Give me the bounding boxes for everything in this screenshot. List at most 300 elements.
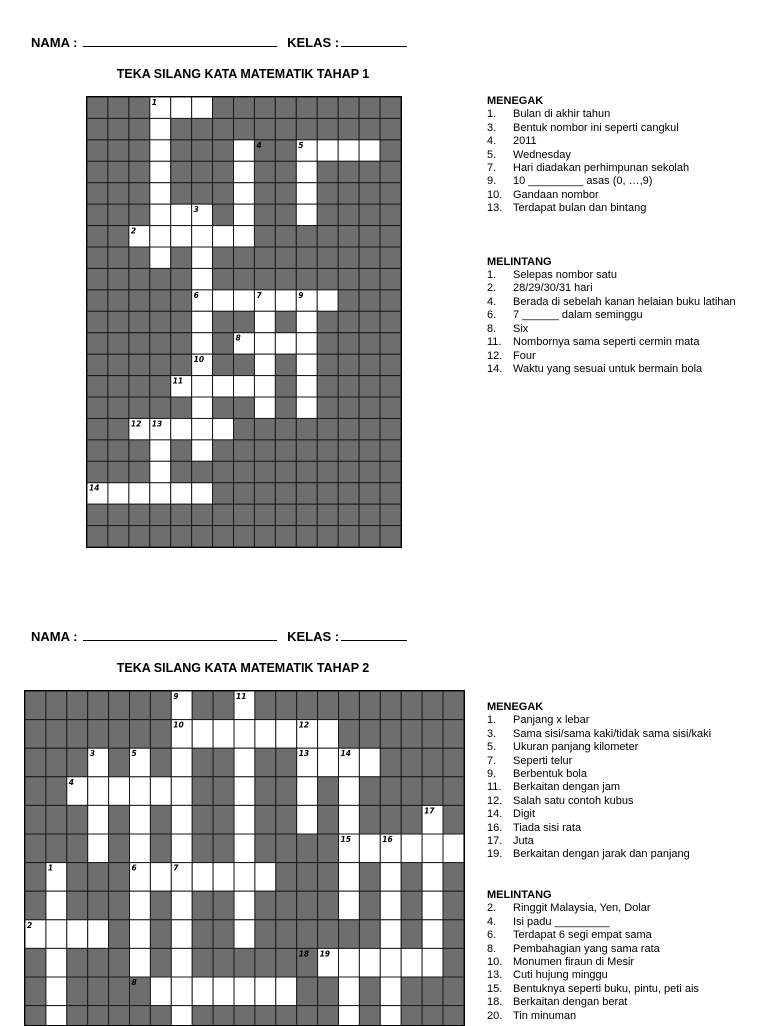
clue-number-label: 12 — [130, 419, 142, 429]
blocked-cell — [46, 834, 67, 863]
answer-cell[interactable] — [380, 1006, 401, 1026]
blocked-cell — [254, 440, 275, 461]
blocked-cell — [109, 977, 130, 1006]
clue-text: Hari diadakan perhimpunan sekolah — [513, 162, 690, 175]
blocked-cell — [380, 268, 401, 289]
blocked-cell — [318, 691, 339, 720]
answer-cell[interactable] — [46, 948, 67, 977]
name-class-line-2 — [31, 629, 413, 644]
clue-item — [487, 1010, 753, 1023]
blocked-cell — [338, 268, 359, 289]
answer-cell[interactable] — [213, 863, 234, 892]
answer-cell[interactable] — [296, 376, 317, 397]
blocked-cell — [401, 977, 422, 1006]
blocked-cell — [88, 948, 109, 977]
answer-cell[interactable] — [213, 977, 234, 1006]
answer-cell[interactable] — [171, 204, 192, 225]
answer-cell[interactable] — [171, 418, 192, 439]
answer-cell[interactable] — [443, 834, 464, 863]
clue-number: 20. — [487, 1009, 503, 1022]
answer-cell[interactable] — [254, 376, 275, 397]
answer-cell[interactable] — [234, 977, 255, 1006]
name-blank[interactable] — [83, 629, 277, 641]
blocked-cell — [359, 1006, 380, 1026]
answer-cell[interactable] — [192, 226, 213, 247]
clue-item — [487, 189, 753, 202]
answer-cell[interactable] — [150, 226, 171, 247]
answer-cell[interactable] — [339, 977, 360, 1006]
clue-text: Digit — [513, 808, 536, 821]
blocked-cell — [338, 161, 359, 182]
clue-number-label: 2 — [27, 920, 33, 930]
answer-cell[interactable] — [297, 805, 318, 834]
clue-number-label: 1 — [47, 863, 54, 873]
clue-number: 6. — [487, 309, 497, 322]
answer-cell[interactable] — [380, 891, 401, 920]
answer-cell[interactable] — [171, 805, 192, 834]
blocked-cell — [359, 777, 380, 806]
answer-cell[interactable] — [150, 161, 171, 182]
clue-number: 5. — [487, 148, 497, 161]
blocked-cell — [129, 333, 150, 354]
blocked-cell — [129, 526, 150, 547]
answer-cell[interactable] — [422, 920, 443, 949]
answer-cell[interactable] — [150, 863, 171, 892]
blocked-cell — [338, 226, 359, 247]
answer-cell[interactable] — [130, 834, 151, 863]
blocked-cell — [213, 97, 234, 118]
blocked-cell — [380, 397, 401, 418]
blocked-cell — [317, 183, 338, 204]
blocked-cell — [129, 140, 150, 161]
answer-cell[interactable] — [171, 226, 192, 247]
answer-cell[interactable] — [192, 483, 213, 504]
blocked-cell — [317, 311, 338, 332]
blocked-cell — [234, 526, 255, 547]
answer-cell[interactable] — [296, 333, 317, 354]
blocked-cell — [108, 204, 129, 225]
clue-number: 12. — [487, 794, 503, 807]
blocked-cell — [401, 805, 422, 834]
answer-cell[interactable] — [129, 483, 150, 504]
clue-text: Ukuran panjang kilometer — [513, 741, 639, 754]
answer-cell[interactable] — [380, 948, 401, 977]
answer-cell[interactable] — [213, 720, 234, 749]
answer-cell[interactable] — [234, 183, 255, 204]
blocked-cell — [380, 204, 401, 225]
blocked-cell — [380, 311, 401, 332]
answer-cell[interactable] — [254, 354, 275, 375]
answer-cell[interactable] — [192, 397, 213, 418]
blocked-cell — [359, 268, 380, 289]
blocked-cell — [25, 1006, 46, 1026]
clues-panel-2 — [487, 701, 753, 1023]
answer-cell[interactable] — [234, 140, 255, 161]
blocked-cell — [359, 440, 380, 461]
answer-cell[interactable] — [254, 311, 275, 332]
clue-text: 28/29/30/31 hari — [513, 282, 593, 295]
clue-item — [487, 728, 753, 741]
blocked-cell — [254, 226, 275, 247]
answer-cell[interactable] — [380, 863, 401, 892]
blocked-cell — [213, 504, 234, 525]
answer-cell[interactable] — [234, 290, 255, 311]
blocked-cell — [109, 891, 130, 920]
blocked-cell — [359, 118, 380, 139]
answer-cell[interactable] — [338, 140, 359, 161]
answer-cell[interactable] — [255, 977, 276, 1006]
clue-item — [487, 902, 753, 915]
clue-number: 1. — [487, 108, 497, 121]
blocked-cell — [87, 311, 108, 332]
answer-cell[interactable] — [130, 948, 151, 977]
answer-cell[interactable] — [213, 376, 234, 397]
blocked-cell — [401, 1006, 422, 1026]
answer-cell[interactable] — [359, 140, 380, 161]
blocked-cell — [338, 418, 359, 439]
blocked-cell — [296, 226, 317, 247]
answer-cell[interactable] — [296, 311, 317, 332]
blocked-cell — [171, 183, 192, 204]
blocked-cell — [254, 161, 275, 182]
answer-cell[interactable] — [109, 777, 130, 806]
blocked-cell — [380, 805, 401, 834]
answer-cell[interactable] — [150, 140, 171, 161]
blocked-cell — [171, 161, 192, 182]
crossword-grid-2 — [24, 690, 465, 1026]
answer-cell[interactable] — [359, 748, 380, 777]
answer-cell[interactable] — [234, 226, 255, 247]
answer-cell[interactable] — [213, 418, 234, 439]
answer-cell[interactable] — [339, 863, 360, 892]
blocked-cell — [380, 183, 401, 204]
answer-cell[interactable] — [171, 891, 192, 920]
answer-cell[interactable] — [234, 920, 255, 949]
answer-cell[interactable] — [296, 397, 317, 418]
answer-cell[interactable] — [150, 183, 171, 204]
clue-number-label: 11 — [172, 376, 184, 386]
blocked-cell — [254, 526, 275, 547]
blocked-cell — [192, 526, 213, 547]
blocked-cell — [129, 354, 150, 375]
answer-cell[interactable] — [401, 834, 422, 863]
answer-cell[interactable] — [171, 948, 192, 977]
blocked-cell — [338, 247, 359, 268]
answer-cell[interactable] — [192, 268, 213, 289]
blocked-cell — [234, 418, 255, 439]
answer-cell[interactable] — [254, 397, 275, 418]
blocked-cell — [213, 440, 234, 461]
clue-text: Bentuk nombor ini seperti cangkul — [513, 121, 679, 134]
answer-cell[interactable] — [339, 1006, 360, 1026]
clue-number-label: 19 — [319, 949, 331, 959]
answer-cell[interactable] — [171, 1006, 192, 1026]
answer-cell[interactable] — [296, 161, 317, 182]
answer-cell[interactable] — [254, 333, 275, 354]
crossword-grid-1 — [86, 96, 402, 548]
blocked-cell — [318, 1006, 339, 1026]
answer-cell[interactable] — [150, 204, 171, 225]
blocked-cell — [108, 226, 129, 247]
blocked-cell — [338, 204, 359, 225]
clue-number: 13. — [487, 969, 503, 982]
blocked-cell — [317, 97, 338, 118]
blocked-cell — [380, 247, 401, 268]
clue-number: 11. — [487, 781, 502, 794]
blocked-cell — [171, 526, 192, 547]
answer-cell[interactable] — [192, 247, 213, 268]
answer-cell[interactable] — [339, 948, 360, 977]
clue-item — [487, 296, 753, 309]
answer-cell[interactable] — [171, 834, 192, 863]
answer-cell[interactable] — [317, 290, 338, 311]
answer-cell[interactable] — [171, 977, 192, 1006]
name-blank[interactable] — [83, 35, 277, 47]
blocked-cell — [25, 748, 46, 777]
answer-cell[interactable] — [108, 483, 129, 504]
answer-cell[interactable] — [171, 920, 192, 949]
blocked-cell — [88, 691, 109, 720]
clue-text: 2011 — [513, 135, 537, 148]
answer-cell[interactable] — [318, 720, 339, 749]
blocked-cell — [380, 483, 401, 504]
answer-cell[interactable] — [234, 204, 255, 225]
blocked-cell — [254, 268, 275, 289]
blocked-cell — [192, 118, 213, 139]
answer-cell[interactable] — [192, 376, 213, 397]
blocked-cell — [401, 720, 422, 749]
blocked-cell — [234, 948, 255, 977]
blocked-cell — [109, 748, 130, 777]
clue-item — [487, 983, 753, 996]
class-blank[interactable] — [341, 629, 407, 641]
clue-text: Panjang x lebar — [513, 714, 590, 727]
blocked-cell — [359, 418, 380, 439]
answer-cell[interactable] — [150, 977, 171, 1006]
answer-cell[interactable] — [46, 920, 67, 949]
clue-item — [487, 175, 753, 188]
answer-cell[interactable] — [422, 834, 443, 863]
blocked-cell — [192, 891, 213, 920]
answer-cell[interactable] — [150, 777, 171, 806]
answer-cell[interactable] — [339, 805, 360, 834]
blocked-cell — [255, 691, 276, 720]
class-blank[interactable] — [341, 35, 407, 47]
answer-cell[interactable] — [297, 777, 318, 806]
answer-cell[interactable] — [401, 948, 422, 977]
blocked-cell — [25, 834, 46, 863]
clue-number-label: 5 — [131, 749, 137, 759]
answer-cell[interactable] — [46, 891, 67, 920]
answer-cell[interactable] — [234, 777, 255, 806]
answer-cell[interactable] — [422, 891, 443, 920]
blocked-cell — [275, 161, 296, 182]
blocked-cell — [380, 748, 401, 777]
answer-cell[interactable] — [234, 376, 255, 397]
blocked-cell — [297, 1006, 318, 1026]
blocked-cell — [67, 805, 88, 834]
clue-number-label: 11 — [236, 692, 247, 701]
clue-number-label: 8 — [235, 333, 241, 343]
clue-text: Four — [513, 349, 536, 362]
blocked-cell — [130, 1006, 151, 1026]
answer-cell[interactable] — [150, 247, 171, 268]
answer-cell[interactable] — [192, 977, 213, 1006]
answer-cell[interactable] — [192, 720, 213, 749]
blocked-cell — [359, 247, 380, 268]
blocked-cell — [380, 140, 401, 161]
clue-text: Monumen firaun di Mesir — [513, 955, 635, 968]
across-clues-list — [487, 269, 753, 376]
answer-cell[interactable] — [130, 777, 151, 806]
answer-cell[interactable] — [150, 118, 171, 139]
answer-cell[interactable] — [296, 183, 317, 204]
answer-cell[interactable] — [339, 891, 360, 920]
answer-cell[interactable] — [422, 863, 443, 892]
answer-cell[interactable] — [192, 311, 213, 332]
clue-text: Cuti hujung minggu — [513, 969, 608, 982]
answer-cell[interactable] — [192, 97, 213, 118]
blocked-cell — [150, 834, 171, 863]
answer-cell[interactable] — [359, 834, 380, 863]
answer-cell[interactable] — [213, 290, 234, 311]
answer-cell[interactable] — [317, 140, 338, 161]
answer-cell[interactable] — [276, 720, 297, 749]
answer-cell[interactable] — [171, 97, 192, 118]
answer-cell[interactable] — [46, 977, 67, 1006]
blocked-cell — [317, 333, 338, 354]
answer-cell[interactable] — [213, 226, 234, 247]
blocked-cell — [255, 805, 276, 834]
answer-cell[interactable] — [234, 863, 255, 892]
blocked-cell — [109, 920, 130, 949]
name-label: NAMA : — [31, 629, 78, 644]
answer-cell[interactable] — [234, 834, 255, 863]
clue-text: Gandaan nombor — [513, 188, 599, 201]
blocked-cell — [130, 720, 151, 749]
answer-cell[interactable] — [359, 948, 380, 977]
blocked-cell — [443, 720, 464, 749]
blocked-cell — [213, 247, 234, 268]
blocked-cell — [108, 161, 129, 182]
answer-cell[interactable] — [171, 777, 192, 806]
answer-cell[interactable] — [276, 977, 297, 1006]
answer-cell[interactable] — [192, 863, 213, 892]
answer-cell[interactable] — [192, 440, 213, 461]
answer-cell[interactable] — [234, 805, 255, 834]
answer-cell[interactable] — [171, 748, 192, 777]
answer-cell[interactable] — [275, 333, 296, 354]
blocked-cell — [276, 863, 297, 892]
answer-cell[interactable] — [192, 333, 213, 354]
answer-cell[interactable] — [88, 834, 109, 863]
blocked-cell — [443, 748, 464, 777]
clue-text: Berkaitan dengan jam — [513, 781, 621, 794]
blocked-cell — [254, 118, 275, 139]
clue-text: Pembahagian yang sama rata — [513, 942, 660, 955]
clues-panel-1 — [487, 95, 753, 376]
blocked-cell — [129, 247, 150, 268]
blocked-cell — [275, 268, 296, 289]
blocked-cell — [317, 418, 338, 439]
clue-item — [487, 848, 753, 861]
answer-cell[interactable] — [234, 720, 255, 749]
answer-cell[interactable] — [255, 863, 276, 892]
blocked-cell — [296, 97, 317, 118]
clue-number: 3. — [487, 121, 497, 134]
answer-cell[interactable] — [422, 948, 443, 977]
answer-cell[interactable] — [296, 354, 317, 375]
answer-cell[interactable] — [88, 920, 109, 949]
answer-cell[interactable] — [192, 418, 213, 439]
answer-cell[interactable] — [130, 891, 151, 920]
blocked-cell — [359, 333, 380, 354]
blocked-cell — [254, 418, 275, 439]
answer-cell[interactable] — [130, 805, 151, 834]
clue-text: Berkaitan dengan berat — [513, 996, 628, 1009]
answer-cell[interactable] — [46, 1006, 67, 1026]
answer-cell[interactable] — [88, 777, 109, 806]
blocked-cell — [254, 483, 275, 504]
answer-cell[interactable] — [234, 891, 255, 920]
grid-svg — [25, 691, 464, 1026]
answer-cell[interactable] — [234, 161, 255, 182]
answer-cell[interactable] — [234, 748, 255, 777]
blocked-cell — [108, 526, 129, 547]
answer-cell[interactable] — [380, 977, 401, 1006]
blocked-cell — [401, 863, 422, 892]
blocked-cell — [87, 504, 108, 525]
answer-cell[interactable] — [88, 805, 109, 834]
answer-cell[interactable] — [67, 920, 88, 949]
blocked-cell — [87, 333, 108, 354]
blocked-cell — [338, 504, 359, 525]
blocked-cell — [275, 440, 296, 461]
blocked-cell — [213, 354, 234, 375]
answer-cell[interactable] — [380, 920, 401, 949]
blocked-cell — [339, 720, 360, 749]
clue-text: Ringgit Malaysia, Yen, Dolar — [513, 902, 651, 915]
blocked-cell — [171, 268, 192, 289]
blocked-cell — [318, 777, 339, 806]
answer-cell[interactable] — [318, 748, 339, 777]
clue-number: 7. — [487, 754, 497, 767]
clue-number-label: 17 — [424, 806, 435, 816]
blocked-cell — [296, 268, 317, 289]
answer-cell[interactable] — [339, 777, 360, 806]
blocked-cell — [338, 183, 359, 204]
clue-text: Berada di sebelah kanan helaian buku latihan — [513, 295, 736, 308]
blocked-cell — [192, 834, 213, 863]
answer-cell[interactable] — [171, 483, 192, 504]
answer-cell[interactable] — [130, 920, 151, 949]
answer-cell[interactable] — [255, 720, 276, 749]
blocked-cell — [359, 204, 380, 225]
blocked-cell — [276, 1006, 297, 1026]
answer-cell[interactable] — [296, 204, 317, 225]
blocked-cell — [317, 461, 338, 482]
blocked-cell — [150, 311, 171, 332]
answer-cell[interactable] — [150, 483, 171, 504]
blocked-cell — [87, 97, 108, 118]
blocked-cell — [338, 526, 359, 547]
answer-cell[interactable] — [150, 461, 171, 482]
answer-cell[interactable] — [150, 440, 171, 461]
answer-cell[interactable] — [275, 290, 296, 311]
clue-item — [487, 336, 753, 349]
clue-number: 12. — [487, 349, 503, 362]
clue-text: Tiada sisi rata — [513, 821, 582, 834]
